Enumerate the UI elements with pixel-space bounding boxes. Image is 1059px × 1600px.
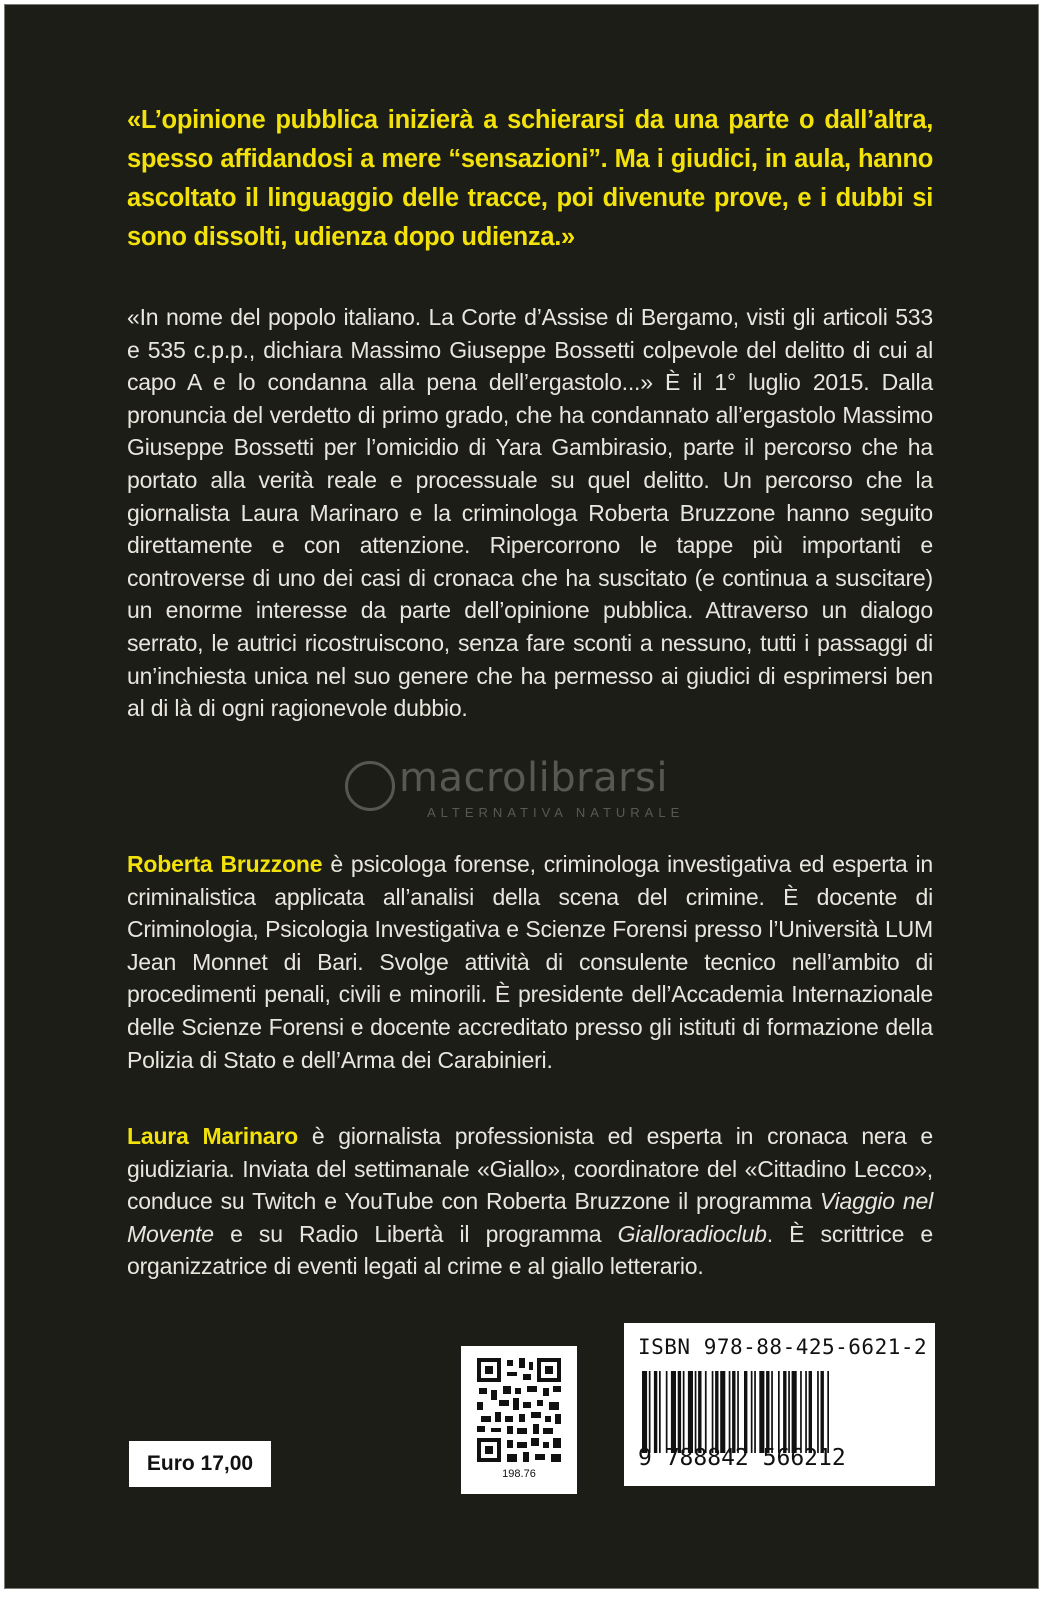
qr-code-number: 198.76: [502, 1468, 536, 1480]
isbn-label: ISBN 978-88-425-6621-2: [638, 1335, 928, 1359]
pull-quote: «L’opinione pubblica inizierà a schierarsi da una parte o dall’altra, spesso affidandosi a mere “sensazioni”. Ma i giudici, in aula, hanno ascoltato il linguaggio delle tracce, poi divenute prove, e i dubbi si sono dissolti, udienza dopo udienza.»: [127, 106, 933, 251]
watermark-logo-icon: [345, 761, 395, 811]
author-bio-marinaro: [127, 1120, 933, 1283]
author-name-marinaro: Laura Marinaro: [127, 1123, 298, 1149]
watermark-name: macrolibrarsi: [399, 755, 668, 801]
author-bio-bruzzone-text: è psicologa forense, criminologa investigativa ed esperta in criminalistica applicata all’analisi della scena del crimine. È docente di Criminologia, Psicologia Investigativa e Scienze Forensi presso l’Università LUM Jean Monnet di Bari. Svolge attività di consulente tecnico nell’ambito di procedimenti penali, civili e minorili. È presidente dell’Accademia Internazionale delle Scienze Forensi e docente accreditato presso gli istituti di formazione della Polizia di Stato e dell’Arma dei Carabinieri.: [127, 851, 933, 1073]
book-back-cover: [4, 4, 1039, 1589]
author-bio-marinaro-text-c: . È scrittrice e organizzatrice di eventi legati al crime e al giallo letterario.: [127, 1220, 933, 1280]
program-title-viaggio: Viaggio nel Movente: [127, 1188, 933, 1247]
author-bio-marinaro-text-a: è giornalista professionista ed esperta in cronaca nera e giudiziaria. Inviata del settimanale «Giallo», coordinatore del «Cittadino Lecco», conduce su Twitch e YouTube con Roberta Bruzzone il programma: [127, 1123, 933, 1215]
synopsis-paragraph: «In nome del popolo italiano. La Corte d’Assise di Bergamo, visti gli articoli 533 e 535 c.p.p., dichiara Massimo Giuseppe Bossetti colpevole del delitto di cui al capo A e lo condanna alla pena dell’ergastolo...» È il 1° luglio 2015. Dalla pronuncia del verdetto di primo grado, che ha condannato all’ergastolo Massimo Giuseppe Bossetti per l’omicidio di Yara Gambirasio, parte il percorso che ha portato alla verità reale e processuale su quel delitto. Un percorso che la giornalista Laura Marinaro e la criminologa Roberta Bruzzone hanno seguito direttamente e con attenzione. Ripercorrono le tappe più importanti e controverse di uno dei casi di cronaca che ha suscitato (e continua a suscitare) un enorme interesse da parte dell’opinione pubblica. Attraverso un dialogo serrato, le autrici ricostruiscono, senza fare sconti a nessuno, tutti i passaggi di un’inchiesta unica nel suo genere che ha permesso ai giudici di esprimersi ben al di là di ogni ragionevole dubbio.: [127, 304, 933, 722]
program-title-gialloradioclub: Gialloradioclub: [617, 1220, 767, 1247]
qr-code-icon: [477, 1358, 561, 1462]
author-bio-bruzzone: [127, 848, 933, 1076]
author-name-bruzzone: Roberta Bruzzone: [127, 851, 323, 877]
ean-digits: 9 788842 566212: [638, 1445, 846, 1471]
watermark: [345, 757, 725, 827]
qr-code-box: [461, 1346, 577, 1494]
barcode-box: [624, 1323, 935, 1486]
watermark-tagline: ALTERNATIVA NATURALE: [427, 805, 685, 820]
barcode-icon: [640, 1371, 920, 1453]
author-bio-marinaro-text-b: e su Radio Libertà il programma: [213, 1220, 618, 1247]
price-label: Euro 17,00: [129, 1441, 271, 1487]
